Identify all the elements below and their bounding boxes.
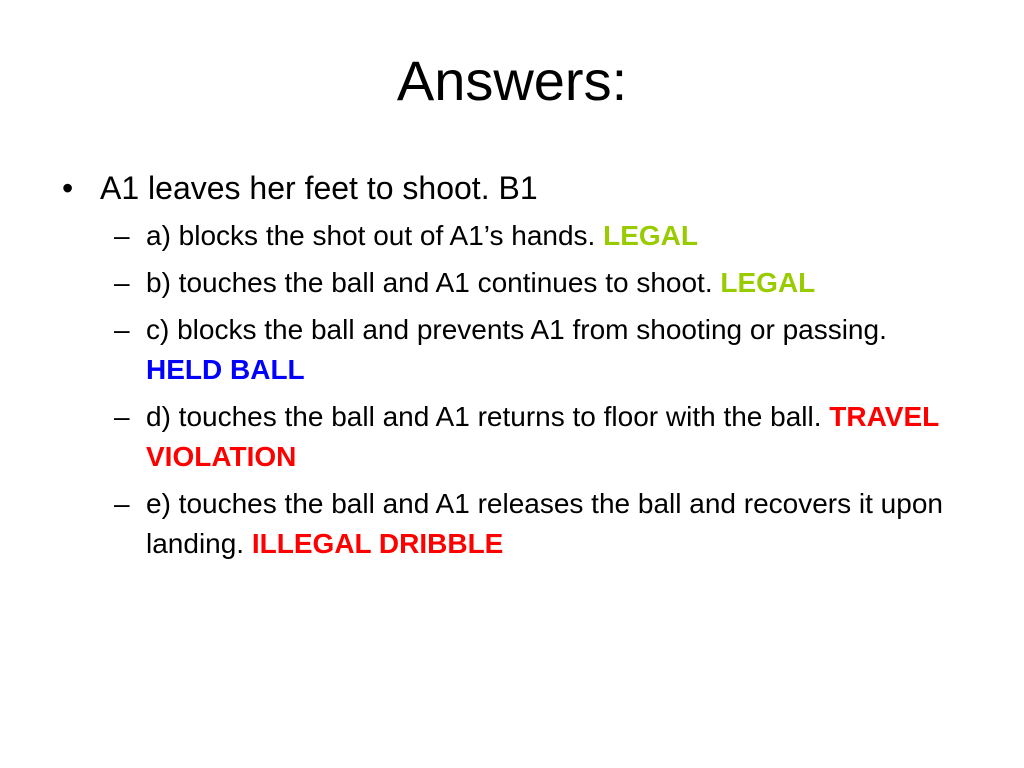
dash-marker: –: [114, 488, 130, 519]
bullet-marker: •: [62, 170, 74, 206]
dash-marker: –: [114, 401, 130, 432]
sub-bullet-text: d) touches the ball and A1 returns to floor with the ball.: [146, 401, 830, 432]
sub-bullet-e: [62, 484, 962, 564]
sub-bullet-list: [62, 216, 962, 564]
sub-bullet-b: [62, 263, 962, 303]
answer-label: TRAVEL VIOLATION: [146, 401, 939, 472]
sub-bullet-a: [62, 216, 962, 256]
slide-title: Answers:: [396, 49, 628, 112]
sub-bullet-text: b) touches the ball and A1 continues to shoot.: [146, 267, 721, 298]
dash-marker: –: [114, 314, 130, 345]
sub-bullet-d: [62, 397, 962, 477]
bullet-text: A1 leaves her feet to shoot. B1: [100, 170, 538, 206]
answer-label: LEGAL: [720, 267, 816, 298]
answer-label: HELD BALL: [146, 354, 305, 385]
bullet-item: [62, 164, 962, 212]
sub-bullet-text: e) touches the ball and A1 releases the ball and recovers it upon landing.: [146, 488, 943, 559]
slide-content: [62, 164, 962, 571]
sub-bullet-c: [62, 310, 962, 390]
dash-marker: –: [114, 220, 130, 251]
answer-label: LEGAL: [603, 220, 698, 251]
sub-bullet-text: a) blocks the shot out of A1’s hands.: [146, 220, 604, 251]
dash-marker: –: [114, 267, 130, 298]
sub-bullet-text: c) blocks the ball and prevents A1 from shooting or passing.: [146, 314, 887, 345]
answer-label: ILLEGAL DRIBBLE: [251, 528, 504, 559]
